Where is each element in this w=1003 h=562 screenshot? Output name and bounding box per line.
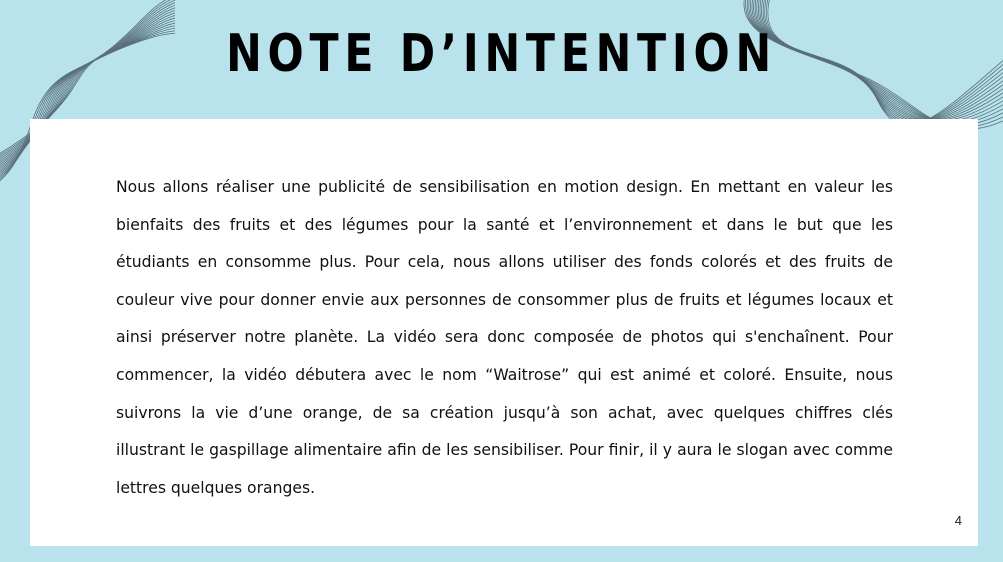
intention-paragraph: Nous allons réaliser une publicité de sensibilisation en motion design. En mettant en valeur les bienfaits des fruits et des légumes pour la santé et l’environnement et dans le but que les étudiants en consomme plus. Pour cela, nous allons utiliser des fonds colorés et des fruits de couleur vive pour donner envie aux personnes de consommer plus de fruits et légumes locaux et ainsi préserver notre planète. La vidéo sera donc composée de photos qui s'enchaînent. Pour commencer, la vidéo débutera avec le nom “Waitrose” qui est animé et coloré. Ensuite, nous suivrons la vie d’une orange, de sa création jusqu’à son achat, avec quelques chiffres clés illustrant le gaspillage alimentaire afin de les sensibiliser. Pour finir, il y aura le slogan avec comme lettres quelques oranges.	[116, 178, 893, 497]
content-panel	[30, 119, 978, 546]
page-number: 4	[954, 513, 962, 528]
slide-title: NOTE D’INTENTION	[226, 24, 777, 84]
